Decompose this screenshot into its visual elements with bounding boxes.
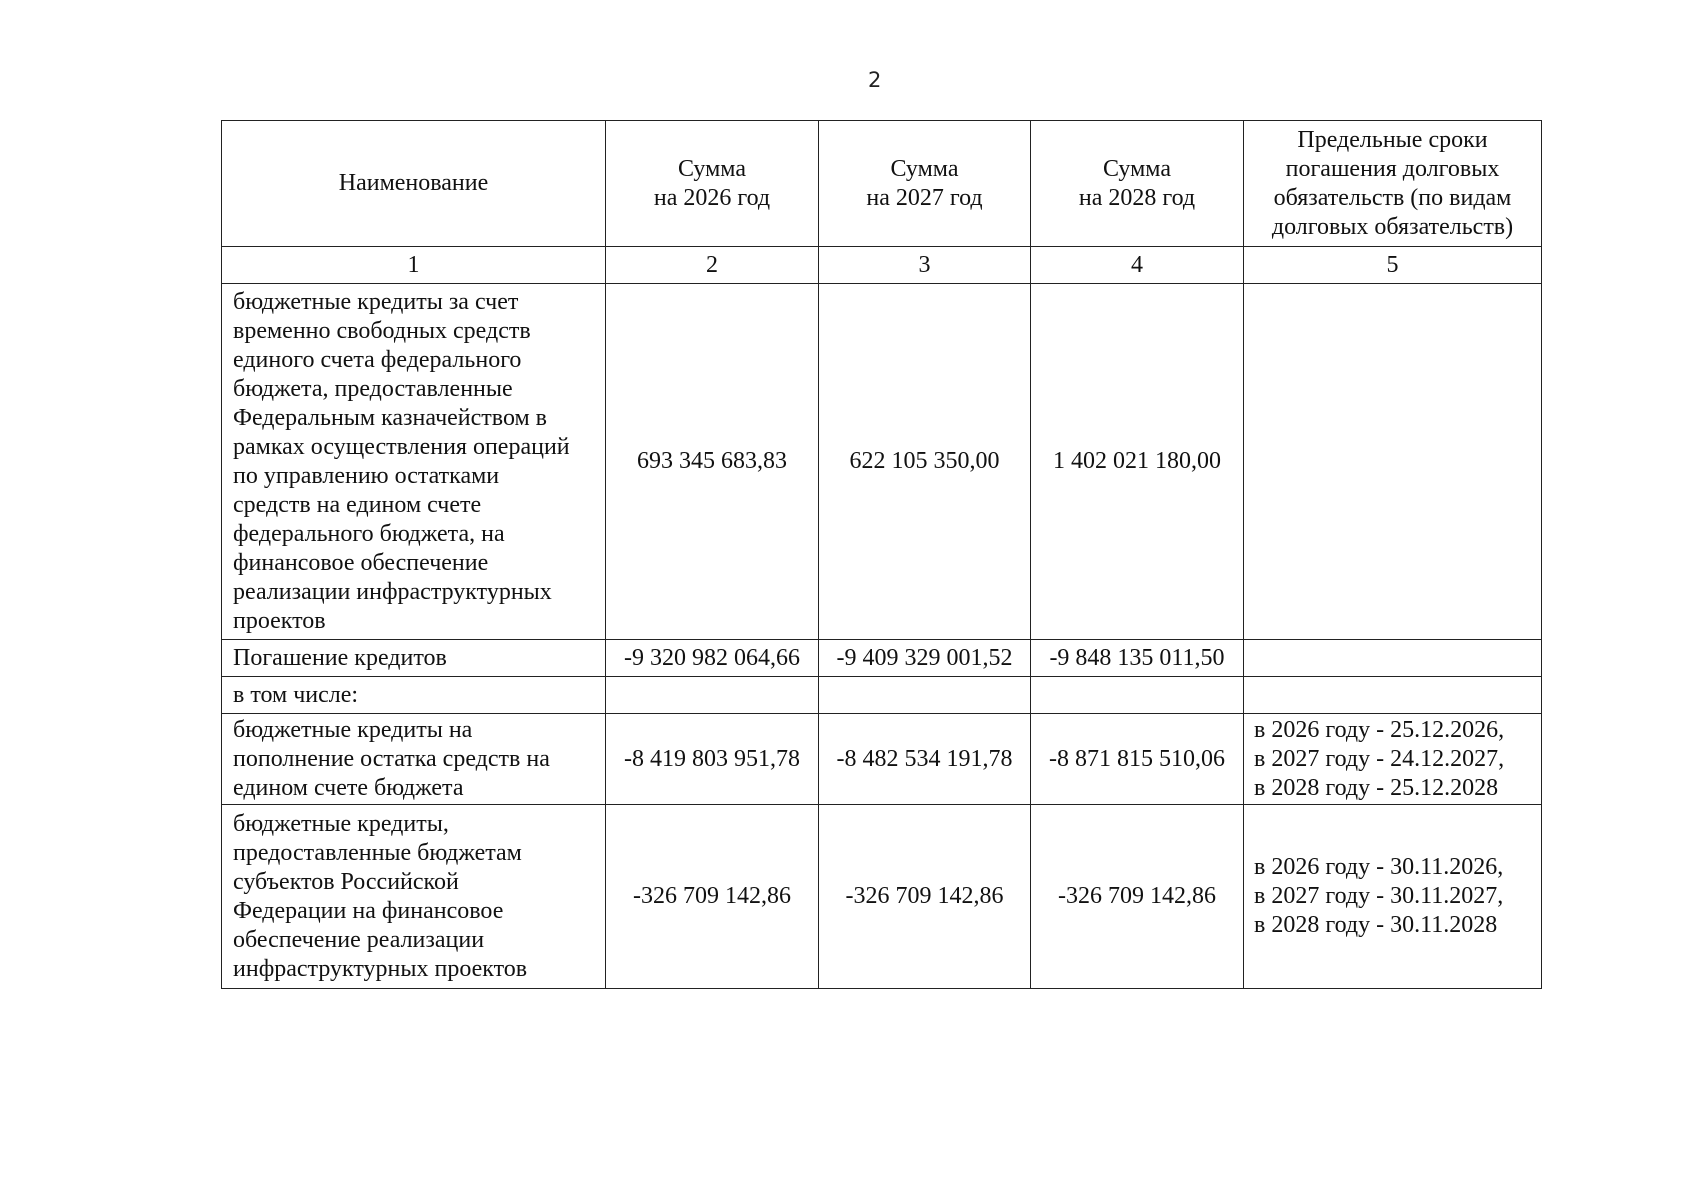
term-cell — [1244, 677, 1542, 714]
column-number: 3 — [819, 247, 1031, 284]
page-number: 2 — [868, 68, 882, 92]
term-line: в 2026 году - 25.12.2026, — [1254, 716, 1505, 743]
name-line: инфраструктурных проектов — [233, 955, 528, 982]
name-line: пополнение остатка средств на — [233, 745, 550, 772]
row-name — [222, 677, 606, 714]
header-line: Сумма — [678, 155, 746, 182]
header-line: обязательств (по видам — [1273, 184, 1512, 211]
header-row — [222, 121, 1542, 247]
row-name — [222, 805, 606, 989]
table-row — [222, 640, 1542, 677]
name-line: бюджета, предоставленные — [233, 375, 513, 402]
column-number-row — [222, 247, 1542, 284]
name-line: в том числе: — [233, 681, 359, 708]
column-number: 4 — [1031, 247, 1244, 284]
header-sum-2027 — [819, 121, 1031, 247]
name-line: средств на едином счете — [233, 491, 482, 518]
sum-2028-cell: -9 848 135 011,50 — [1031, 640, 1244, 677]
sum-2028-cell: -8 871 815 510,06 — [1031, 714, 1244, 805]
term-cell — [1244, 805, 1542, 989]
name-line: бюджетные кредиты, — [233, 810, 449, 837]
name-line: финансовое обеспечение — [233, 549, 489, 576]
name-line: проектов — [233, 607, 326, 634]
name-line: бюджетные кредиты за счет — [233, 288, 519, 315]
sum-2028-cell: 1 402 021 180,00 — [1031, 284, 1244, 640]
sum-2026-cell: -8 419 803 951,78 — [606, 714, 819, 805]
term-cell — [1244, 284, 1542, 640]
name-line: Федерации на финансовое — [233, 897, 504, 924]
name-line: реализации инфраструктурных — [233, 578, 552, 605]
name-line: единого счета федерального — [233, 346, 522, 373]
name-line: обеспечение реализации — [233, 926, 485, 953]
sum-2027-cell: -8 482 534 191,78 — [819, 714, 1031, 805]
column-number: 1 — [222, 247, 606, 284]
sum-2027-cell — [819, 677, 1031, 714]
header-line: на 2028 год — [1078, 184, 1196, 211]
header-line: Сумма — [1103, 155, 1171, 182]
name-line: субъектов Российской — [233, 868, 459, 895]
sum-2028-cell — [1031, 677, 1244, 714]
row-name — [222, 640, 606, 677]
sum-2026-cell: -326 709 142,86 — [606, 805, 819, 989]
term-line: в 2028 году - 25.12.2028 — [1254, 774, 1499, 801]
header-line: долговых обязательств) — [1271, 213, 1514, 240]
header-line: на 2026 год — [653, 184, 771, 211]
name-line: Федеральным казначейством в — [233, 404, 548, 431]
sum-2027-cell: 622 105 350,00 — [819, 284, 1031, 640]
name-line: бюджетные кредиты на — [233, 716, 473, 743]
term-line: в 2027 году - 30.11.2027, — [1254, 883, 1504, 909]
name-line: Погашение кредитов — [233, 644, 447, 671]
header-line: Наименование — [338, 170, 489, 196]
sum-2027-cell: -9 409 329 001,52 — [819, 640, 1031, 677]
table-row — [222, 677, 1542, 714]
name-line: едином счете бюджета — [233, 774, 464, 801]
term-line: в 2028 году - 30.11.2028 — [1254, 912, 1498, 938]
header-line: на 2027 год — [866, 184, 983, 211]
sum-2028-cell: -326 709 142,86 — [1031, 805, 1244, 989]
header-line: Предельные сроки — [1297, 126, 1488, 153]
column-number: 2 — [606, 247, 819, 284]
term-line: в 2027 году - 24.12.2027, — [1254, 745, 1505, 772]
row-name — [222, 714, 606, 805]
header-sum-2028 — [1031, 121, 1244, 247]
sum-2027-cell: -326 709 142,86 — [819, 805, 1031, 989]
row-name — [222, 284, 606, 640]
term-cell — [1244, 640, 1542, 677]
table-row — [222, 805, 1542, 989]
name-line: по управлению остатками — [233, 462, 500, 489]
header-line: погашения долговых — [1285, 155, 1500, 182]
name-line: предоставленные бюджетам — [233, 839, 522, 866]
column-number: 5 — [1244, 247, 1542, 284]
term-cell — [1244, 714, 1542, 805]
sum-2026-cell: 693 345 683,83 — [606, 284, 819, 640]
header-sum-2026 — [606, 121, 819, 247]
debt-table — [221, 120, 1542, 989]
sum-2026-cell: -9 320 982 064,66 — [606, 640, 819, 677]
name-line: временно свободных средств — [233, 317, 531, 344]
header-line: Сумма — [890, 155, 959, 182]
name-line: федерального бюджета, на — [233, 520, 505, 547]
header-name — [222, 121, 606, 247]
name-line: рамках осуществления операций — [233, 433, 570, 460]
table-row — [222, 714, 1542, 805]
sum-2026-cell — [606, 677, 819, 714]
table-row — [222, 284, 1542, 640]
term-line: в 2026 году - 30.11.2026, — [1254, 854, 1504, 880]
header-repayment-terms — [1244, 121, 1542, 247]
